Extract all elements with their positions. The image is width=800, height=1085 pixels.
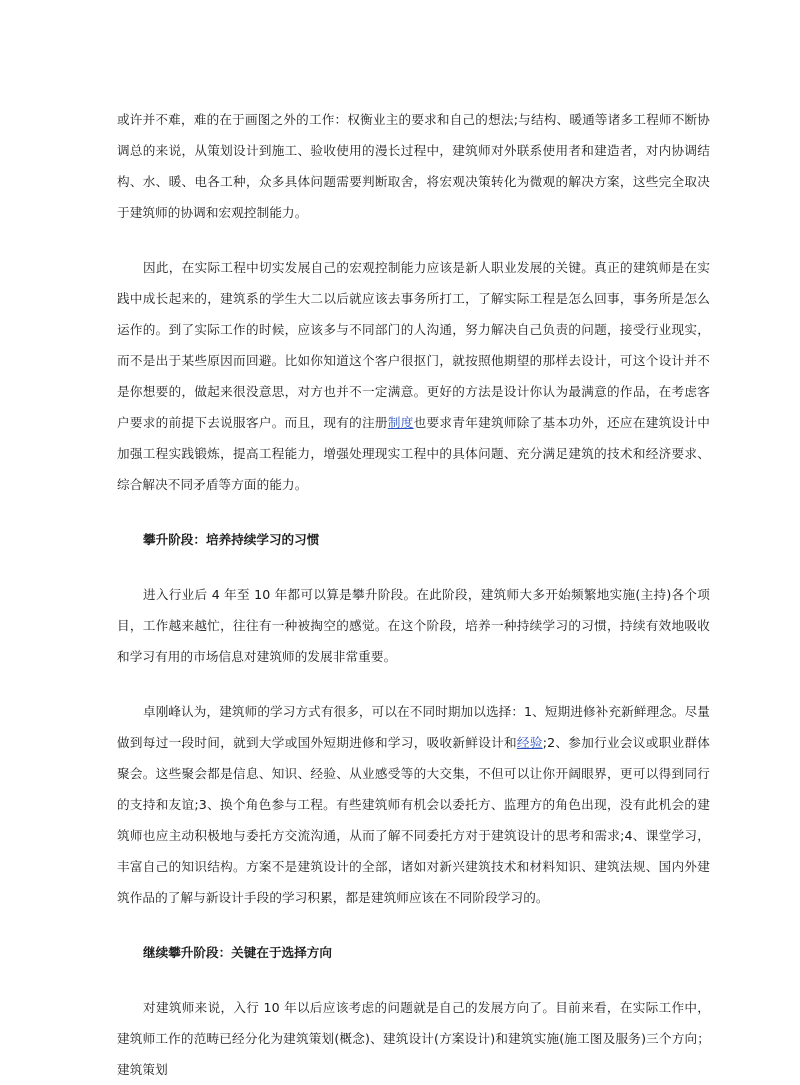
paragraph-macro-control-text-2: 也要求青年建筑师除了基本功外，还应在建筑设计中加强工程实践锻炼，提高工程能力，增强处理现实工程中的具体问题、充分满足建筑的技术和经济要求、综合解决不同矛盾等方面的能力。 xyxy=(117,415,710,492)
paragraph-direction: 对建筑师来说，入行 10 年以后应该考虑的问题就是自己的发展方向了。目前来看，在实际工作中，建筑师工作的范畴已经分化为建筑策划(概念)、建筑设计(方案设计)和建筑实施(施工图及服务)三个方向；建筑策划 xyxy=(117,1000,710,1077)
link-system[interactable]: 制度 xyxy=(387,415,414,430)
paragraph-learning-methods-text-2: ;2、参加行业会议或职业群体聚会。这些聚会都是信息、知识、经验、从业感受等的大交集，不但可以让你开阔眼界，更可以得到同行的支持和友谊;3、换个角色参与工程。有些建筑师有机会以委托方、监理方的角色出现，没有此机会的建筑师也应主动积极地与委托方交流沟通，从而了解不同委托方对于建筑设计的思考和需求;4、课堂学习，丰富自己的知识结构。方案不是建筑设计的全部，诸如对新兴建筑技术和材料知识、建筑法规、国内外建筑作品的了解与新设计手段的学习积累，都是建筑师应该在不同阶段学习的。 xyxy=(117,735,710,905)
paragraph-macro-control-text-1: 因此，在实际工程中切实发展自己的宏观控制能力应该是新人职业发展的关键。真正的建筑师是在实践中成长起来的，建筑系的学生大二以后就应该去事务所打工，了解实际工程是怎么回事，事务所是怎么运作的。到了实际工作的时候，应该多与不同部门的人沟通，努力解决自己负责的问题，接受行业现实，而不是出于某些原因而回避。比如你知道这个客户很抠门，就按照他期望的那样去设计，可这个设计并不是你想要的，做起来很没意思，对方也并不一定满意。更好的方法是设计你认为最满意的作品，在考虑客户要求的前提下去说服客户。而且，现有的注册 xyxy=(117,260,710,430)
paragraph-learning-methods-text-1: 卓刚峰认为，建筑师的学习方式有很多，可以在不同时期加以选择：1、短期进修补充新鲜理念。尽量做到每过一段时间，就到大学或国外短期进修和学习，吸收新鲜设计和 xyxy=(117,704,710,750)
paragraph-coordination: 或许并不难，难的在于画图之外的工作：权衡业主的要求和自己的想法;与结构、暖通等诸多工程师不断协调总的来说，从策划设计到施工、验收使用的漫长过程中，建筑师对外联系使用者和建造者，对内协调结构、水、暖、电各工种，众多具体问题需要判断取舍，将宏观决策转化为微观的解决方案，这些完全取决于建筑师的协调和宏观控制能力。 xyxy=(117,112,710,220)
paragraph-macro-control xyxy=(117,252,710,500)
paragraph-learning-methods xyxy=(117,696,710,913)
section-heading-climbing-stage: 攀升阶段：培养持续学习的习惯 xyxy=(143,532,320,547)
paragraph-climbing-stage: 进入行业后 4 年至 10 年都可以算是攀升阶段。在此阶段，建筑师大多开始频繁地实施(主持)各个项目，工作越来越忙，往往有一种被掏空的感觉。在这个阶段，培养一种持续学习的习惯，持续有效地吸收和学习有用的市场信息对建筑师的发展非常重要。 xyxy=(117,587,710,664)
link-experience[interactable]: 经验 xyxy=(516,735,543,750)
section-heading-continued-climbing: 继续攀升阶段：关键在于选择方向 xyxy=(143,945,332,960)
